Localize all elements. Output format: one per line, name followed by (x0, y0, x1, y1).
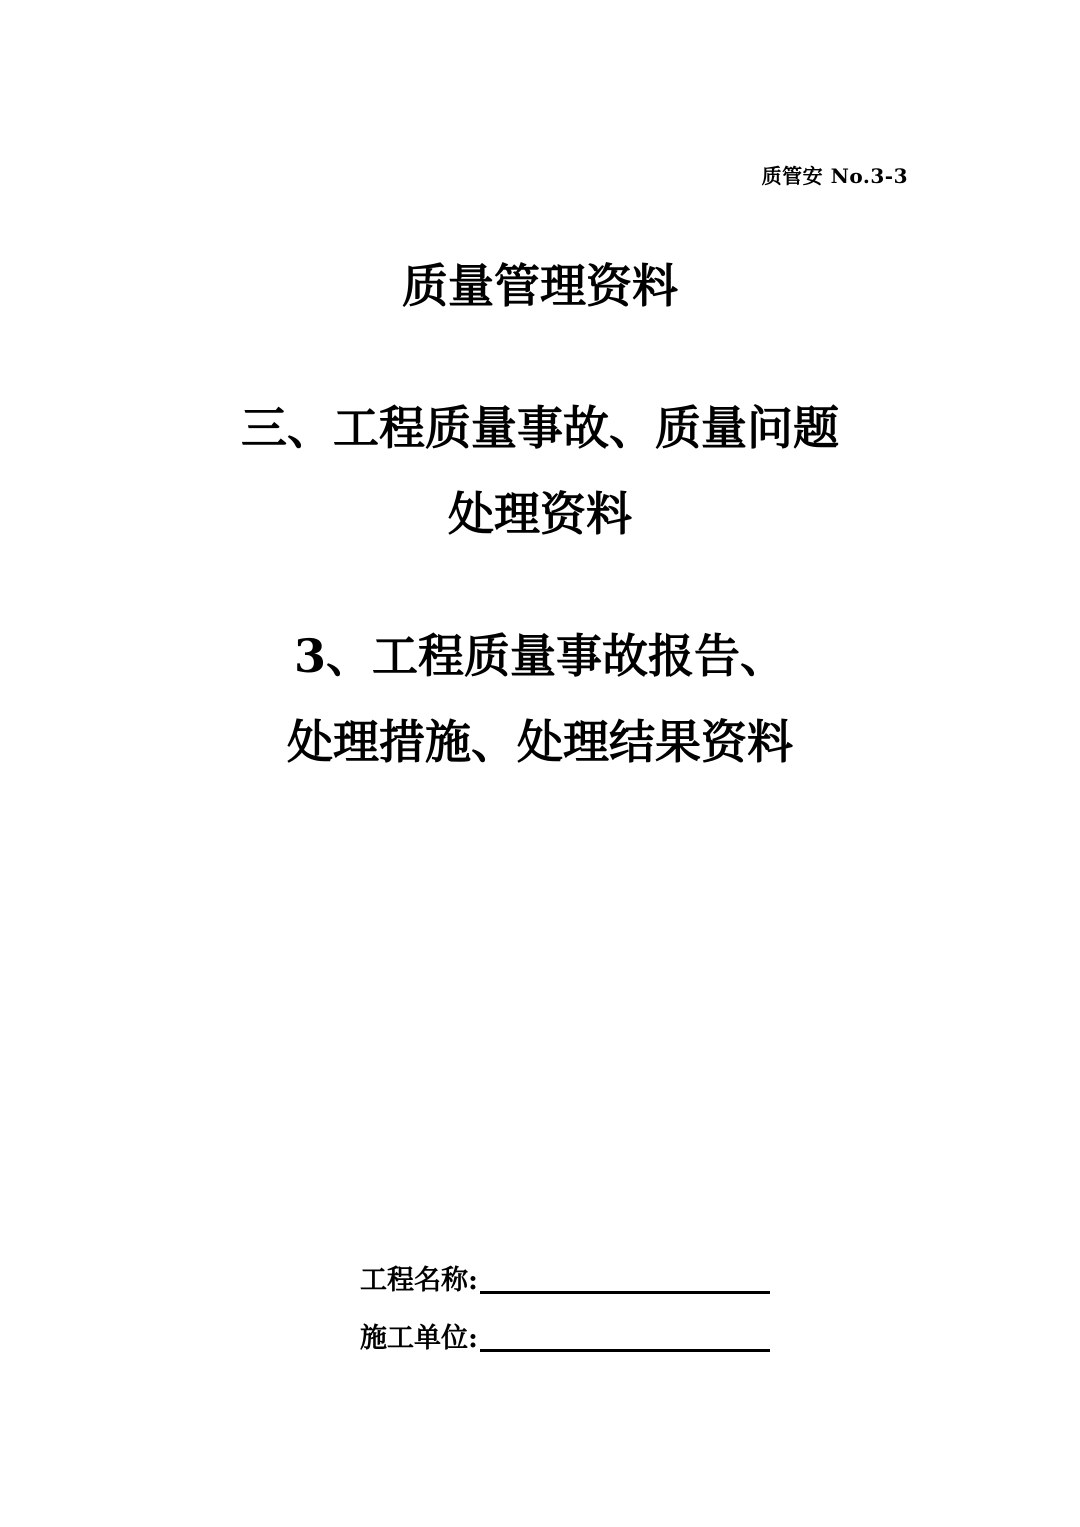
construction-unit-label: 施工单位: (360, 1323, 478, 1354)
subsection-title-line-2: 处理措施、处理结果资料 (287, 715, 793, 769)
project-name-field (360, 1258, 770, 1298)
section-title-line-2: 处理资料 (448, 487, 632, 541)
project-name-label: 工程名称: (360, 1265, 478, 1296)
document-code: 质管安 No.3-3 (761, 164, 908, 188)
construction-unit-field (360, 1316, 770, 1356)
project-name-blank[interactable] (480, 1291, 770, 1294)
section-title-line-1: 三、工程质量事故、质量问题 (241, 401, 839, 455)
construction-unit-blank[interactable] (480, 1349, 770, 1352)
main-title: 质量管理资料 (402, 259, 678, 313)
subsection-title-line-1: 3、工程质量事故报告、 (293, 629, 786, 683)
